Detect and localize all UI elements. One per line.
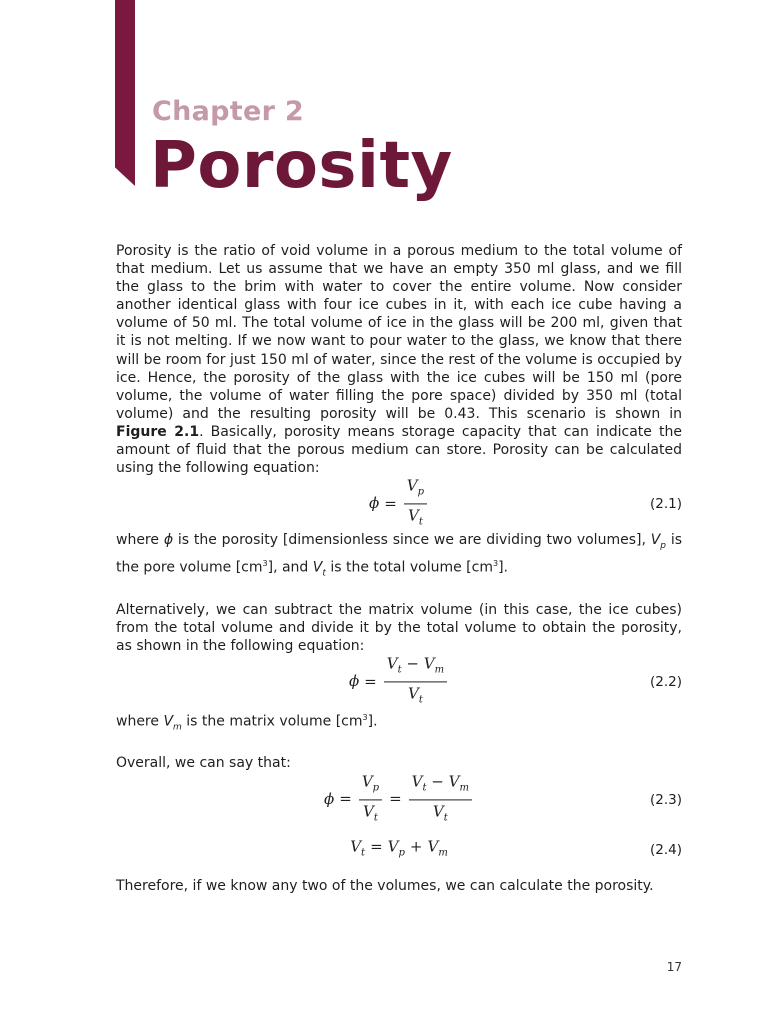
figure-reference: Figure 2.1	[116, 423, 200, 440]
paragraph-eq1-definitions: where ϕ is the porosity [dimensionless since we are dividing two volumes], $V_p$ is the pore volume $[cm^3]$, and $V_t$ is the total volume $[cm^3]$.	[116, 532, 683, 579]
equation-2-1-formula: ϕ = $\frac{V_p}{V_t}$	[116, 477, 682, 532]
equation-2-3-formula: ϕ = $\frac{V_p}{V_t}$ = $\frac{V_t - V_m}{V_t}$	[116, 772, 682, 827]
chapter-title: Porosity	[150, 129, 453, 203]
equation-2-3	[116, 773, 682, 827]
equation-number: (2.4)	[649, 841, 682, 858]
equation-2-2-formula: ϕ = $\frac{V_t - V_m}{V_t}$	[116, 654, 682, 709]
chapter-label: Chapter 2	[152, 96, 305, 127]
paragraph-alternative: Alternatively, we can subtract the matrix volume (in this case, the ice cubes) from the total volume and divide it by the total volume to obtain the porosity, as shown in the following equation:	[116, 601, 682, 654]
page-number: 17	[666, 960, 682, 974]
equation-2-4-formula: $V_t = V_p + V_m$	[350, 837, 448, 859]
paragraph-overall: Overall, we can say that:	[116, 755, 291, 772]
equation-2-4	[116, 833, 682, 867]
paragraph-intro: Porosity is the ratio of void volume in a porous medium to the total volume of that medium. Let us assume that we have an empty 350 ml glass, and we fill the glass to the brim with water to cover the entire volume. Now consider another identical glass with four ice cubes in it, with each ice cube having a volume of 50 ml. The total volume of ice in the glass will be 200 ml, given that it is not melting. If we now want to pour water to the glass, we know that there will be room for just 150 ml of water, since the rest of the volume is occupied by ice. Hence, the porosity of the glass with the ice cubes will be 150 ml (pore volume, the volume of water filling the pore space) divided by 350 ml (total volume) and the resulting porosity will be 0.43. This scenario is shown in Figure 2.1. Basically, porosity means storage capacity that can indicate the amount of fluid that the porous medium can store. Porosity can be calculated using the following equation:	[116, 243, 682, 477]
equation-number: (2.2)	[649, 673, 682, 690]
chapter-body	[116, 242, 682, 895]
equation-number: (2.3)	[649, 791, 682, 808]
equation-number: (2.1)	[649, 496, 682, 513]
chapter-accent-bar	[115, 0, 135, 186]
paragraph-eq2-definitions: where $V_m$ is the matrix volume $[cm^3]$.	[116, 712, 378, 733]
paragraph-conclusion: Therefore, if we know any two of the volumes, we can calculate the porosity.	[116, 877, 654, 894]
equation-2-1	[116, 477, 682, 531]
equation-2-2	[116, 655, 682, 709]
